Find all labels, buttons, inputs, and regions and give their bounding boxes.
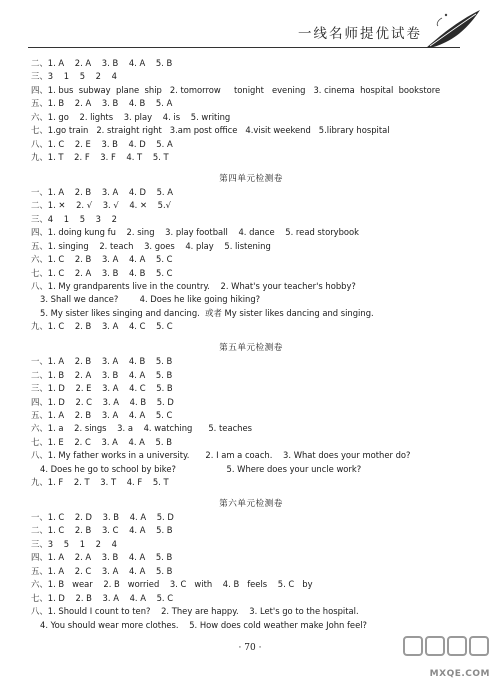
answer-line: 四、1. D 2. C 3. A 4. B 5. D: [31, 396, 174, 407]
answer-line: 八、1. My father works in a university. 2. I am a coach. 3. What does your mother do?: [31, 450, 411, 461]
answer-line: 八、1. My grandparents live in the country. 2. What's your teacher's hobby?: [31, 281, 356, 291]
feather-icon: [422, 6, 484, 52]
answer-line: 四、1. A 2. A 3. B 4. A 5. B: [31, 552, 173, 563]
answer-line: 二、1. C 2. B 3. C 4. A 5. B: [31, 525, 173, 536]
answer-line: 九、1. T 2. F 3. F 4. T 5. T: [31, 152, 169, 163]
answer-line: 七、1. D 2. B 3. A 4. A 5. C: [31, 592, 174, 603]
answer-line: 七、1. E 2. C 3. A 4. A 5. B: [31, 436, 172, 447]
answer-line: 4. Does he go to school by bike? 5. Where does your uncle work?: [40, 463, 362, 474]
section-gap: [31, 334, 471, 342]
answer-line: 三、3 5 1 2 4: [31, 538, 117, 549]
answer-line: 五、1. A 2. B 3. A 4. A 5. C: [31, 409, 173, 420]
answer-line: 一、1. A 2. B 3. A 4. B 5. B: [31, 356, 173, 367]
answer-line: 3. Shall we dance? 4. Does he like going hiking?: [40, 294, 261, 305]
answer-line: 三、4 1 5 3 2: [31, 213, 117, 224]
section-gap: [31, 165, 471, 173]
answer-line: 六、1. B wear 2. B worried 3. C with 4. B feels 5. C by: [31, 579, 313, 590]
answer-line: 三、1. D 2. E 3. A 4. C 5. B: [31, 383, 173, 394]
section-gap: [31, 490, 471, 498]
page-number: · 70 ·: [238, 643, 262, 653]
section-title: 第五单元检测卷: [219, 342, 283, 353]
page-header: [0, 0, 500, 52]
answer-line: 五、1. A 2. C 3. A 4. A 5. B: [31, 565, 173, 576]
answer-line: 二、1. A 2. A 3. B 4. A 5. B: [31, 58, 173, 68]
answer-line: 二、1. B 2. A 3. B 4. A 5. B: [31, 369, 173, 380]
answer-line: 二、1. ✕ 2. √ 3. √ 4. ✕ 5.√: [31, 200, 171, 211]
answer-line: 四、1. bus subway plane ship 2. tomorrow tonight evening 3. cinema hospital bookstore: [31, 84, 441, 95]
section-title: 第六单元检测卷: [219, 498, 283, 509]
answer-line: 4. You should wear more clothes. 5. How does cold weather make John feel?: [40, 619, 368, 630]
answer-line: 三、3 1 5 2 4: [31, 71, 117, 82]
answer-line: 九、1. F 2. T 3. T 4. F 5. T: [31, 477, 169, 488]
answer-line: 五、1. B 2. A 3. B 4. B 5. A: [31, 98, 173, 109]
watermark-text: MXQE.COM: [429, 669, 490, 679]
answer-line: 一、1. A 2. B 3. A 4. D 5. A: [31, 186, 173, 197]
answer-line: 七、1. C 2. A 3. B 4. B 5. C: [31, 267, 173, 278]
answer-line: 四、1. doing kung fu 2. sing 3. play football 4. dance 5. read storybook: [31, 227, 360, 238]
answer-line: 六、1. C 2. B 3. A 4. A 5. C: [31, 254, 173, 265]
answer-line: 5. My sister likes singing and dancing. 或者 My sister likes dancing and singing.: [40, 307, 374, 318]
answer-line: 八、1. Should I count to ten? 2. They are happy. 3. Let's go to the hospital.: [31, 606, 359, 617]
answer-line: 六、1. a 2. sings 3. a 4. watching 5. teaches: [31, 423, 253, 434]
answer-line: 六、1. go 2. lights 3. play 4. is 5. writing: [31, 111, 231, 122]
answer-line: 五、1. singing 2. teach 3. goes 4. play 5. listening: [31, 240, 271, 251]
answer-line: 一、1. C 2. D 3. B 4. A 5. D: [31, 512, 174, 522]
answer-line: 八、1. C 2. E 3. B 4. D 5. A: [31, 138, 173, 149]
section-title: 第四单元检测卷: [219, 173, 283, 184]
answer-content: [31, 57, 471, 632]
header-title: 一线名师提优试卷: [298, 26, 422, 42]
answer-line: 九、1. C 2. B 3. A 4. C 5. C: [31, 321, 173, 332]
header-rule: [28, 47, 460, 48]
answer-line: 七、1.go train 2. straight right 3.am post office 4.visit weekend 5.library hospital: [31, 125, 390, 136]
